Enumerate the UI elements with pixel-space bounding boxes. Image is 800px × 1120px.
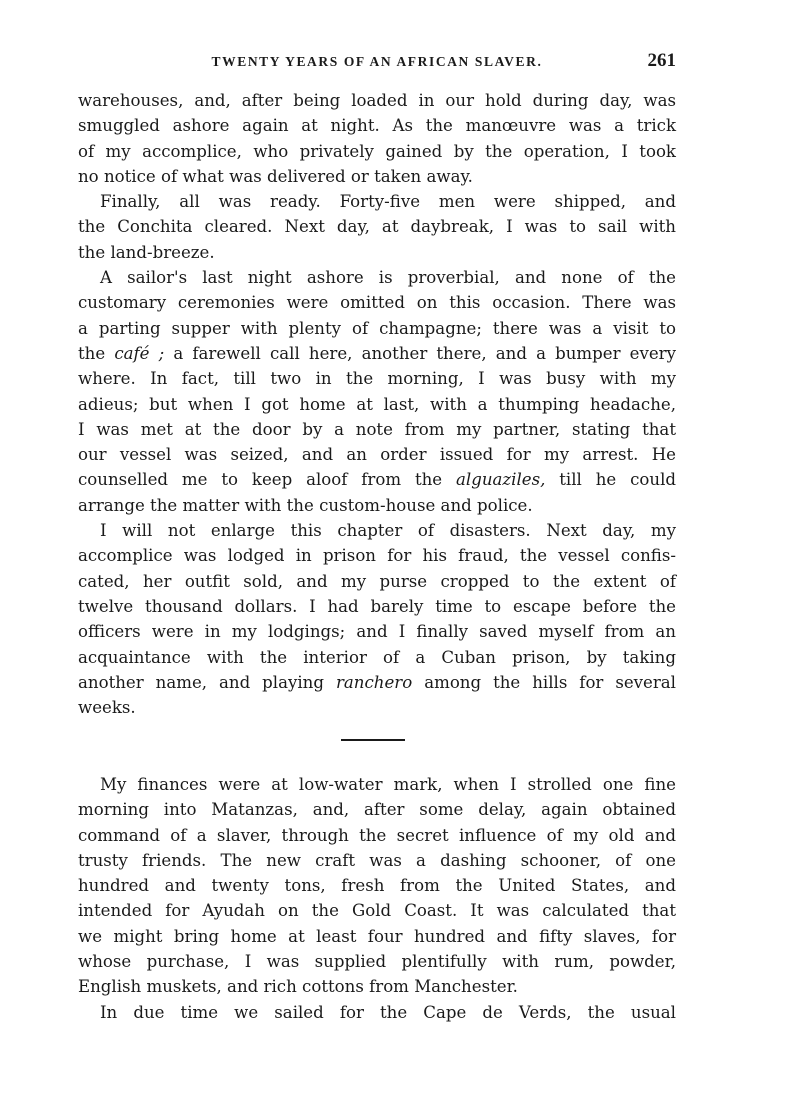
text-line xyxy=(78,670,676,695)
section-divider-rule xyxy=(341,739,405,741)
page-number: 261 xyxy=(647,50,676,71)
text-line: a parting supper with plenty of champagne; there was a visit to xyxy=(78,318,676,338)
text-line: English muskets, and rich cottons from Manchester. xyxy=(78,977,518,997)
text-line-paragraph-start: My finances were at low-water mark, when I strolled one fine xyxy=(100,775,676,794)
text-run: counselled me to keep aloof from the xyxy=(78,470,443,490)
text-line-paragraph-start: In due time we sailed for the Cape de Verds, the usual xyxy=(100,1002,676,1022)
text-line: weeks. xyxy=(78,698,136,718)
text-line: intended for Ayudah on the Gold Coast. It was calculated that xyxy=(78,901,676,921)
text-line: cated, her outfit sold, and my purse cropped to the extent of xyxy=(78,571,676,591)
text-line: of my accomplice, who privately gained by the operation, I took xyxy=(78,141,676,161)
text-line: customary ceremonies were omitted on this occasion. There was xyxy=(78,293,676,313)
text-line: no notice of what was delivered or taken away. xyxy=(78,166,473,186)
running-title: TWENTY YEARS OF AN AFRICAN SLAVER. xyxy=(211,54,543,69)
text-line: the Conchita cleared. Next day, at daybreak, I was to sail with xyxy=(78,217,676,237)
text-run: the xyxy=(78,343,106,363)
text-run: till he could xyxy=(559,470,676,490)
text-line xyxy=(78,341,676,366)
body-text-block-1 xyxy=(78,88,676,720)
text-line: hundred and twenty tons, fresh from the United States, and xyxy=(78,876,676,896)
text-line: the land-breeze. xyxy=(78,242,215,262)
text-line: officers were in my lodgings; and I finally saved myself from an xyxy=(78,622,676,642)
text-line-paragraph-start: A sailor's last night ashore is proverbial, and none of the xyxy=(100,268,676,288)
text-line: acquaintance with the interior of a Cuban prison, by taking xyxy=(78,647,676,667)
text-line-paragraph-start: Finally, all was ready. Forty-five men were shipped, and xyxy=(100,192,676,212)
text-line: warehouses, and, after being loaded in our hold during day, was xyxy=(78,91,676,110)
text-line: we might bring home at least four hundred and fifty slaves, for xyxy=(78,926,676,946)
text-line: trusty friends. The new craft was a dashing schooner, of one xyxy=(78,850,676,870)
text-line xyxy=(78,467,676,492)
text-line: I was met at the door by a note from my partner, stating that xyxy=(78,419,676,439)
text-run: another name, and playing xyxy=(78,672,324,692)
text-line: smuggled ashore again at night. As the manœuvre was a trick xyxy=(78,116,676,136)
text-line: command of a slaver, through the secret influence of my old and xyxy=(78,825,676,845)
text-line: adieus; but when I got home at last, with a thumping headache, xyxy=(78,394,676,414)
text-line: accomplice was lodged in prison for his fraud, the vessel confis- xyxy=(78,546,676,566)
text-line: whose purchase, I was supplied plentifully with rum, powder, xyxy=(78,952,676,972)
text-run: a farewell call here, another there, and a bumper every xyxy=(173,343,676,363)
text-line: where. In fact, till two in the morning, I was busy with my xyxy=(78,369,676,389)
running-head xyxy=(78,50,676,74)
text-line: morning into Matanzas, and, after some delay, again obtained xyxy=(78,800,676,820)
text-line: twelve thousand dollars. I had barely time to escape before the xyxy=(78,596,676,616)
body-text-block-2 xyxy=(78,772,676,1025)
text-line-paragraph-start: I will not enlarge this chapter of disasters. Next day, my xyxy=(100,521,676,541)
italic-term-alguaziles: alguaziles, xyxy=(456,470,546,490)
italic-term-cafe: café ; xyxy=(114,343,165,363)
text-line: our vessel was seized, and an order issued for my arrest. He xyxy=(78,445,676,465)
text-run: among the hills for several xyxy=(424,672,676,692)
text-line: arrange the matter with the custom-house and police. xyxy=(78,495,533,515)
italic-term-ranchero: ranchero xyxy=(335,672,413,692)
